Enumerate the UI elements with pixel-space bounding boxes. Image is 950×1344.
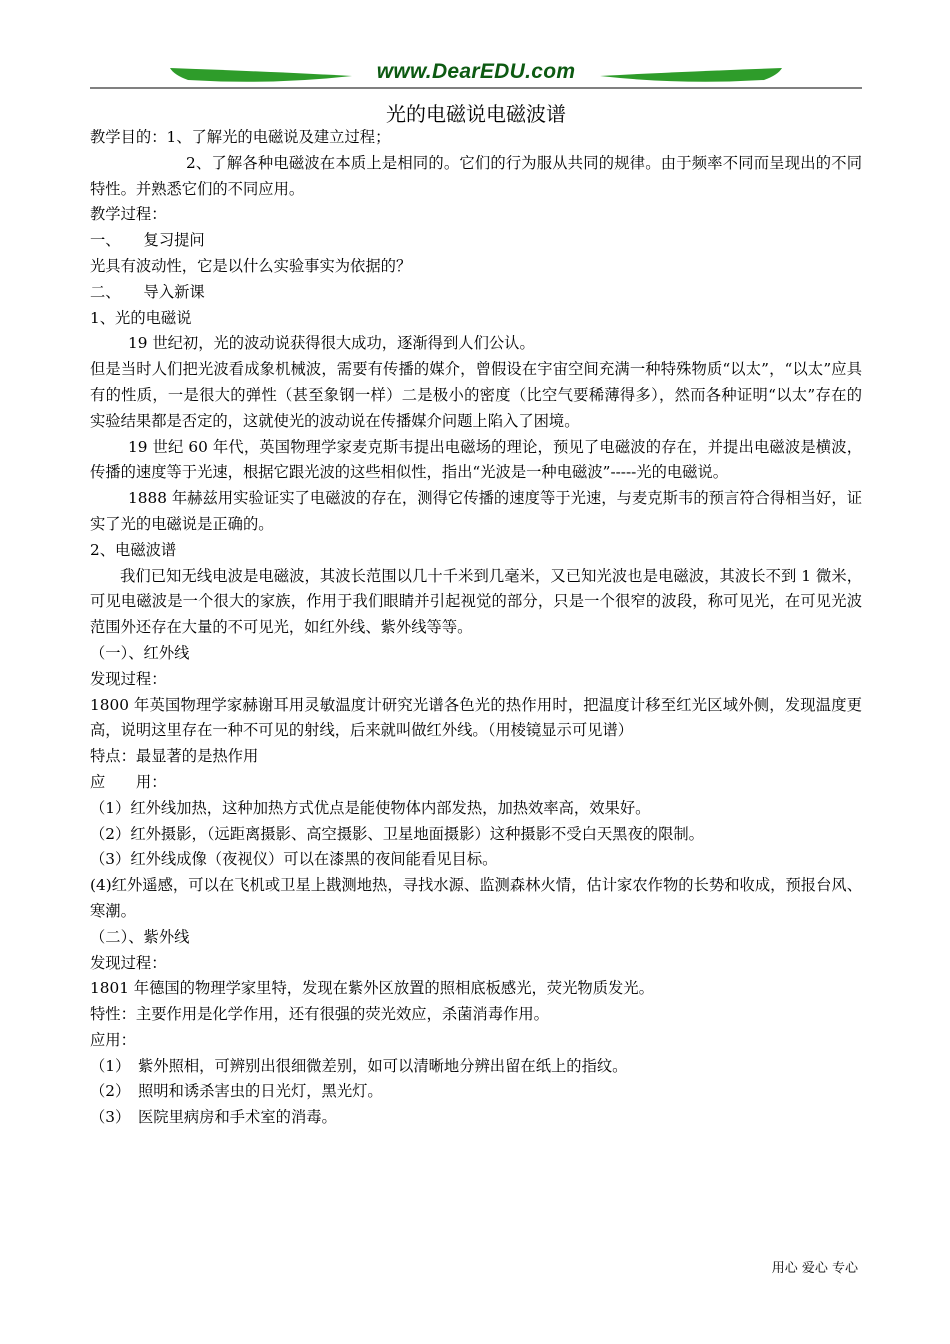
body-paragraph: 光具有波动性，它是以什么实验事实为依据的？ [90, 256, 412, 275]
list-item: （1） 紫外照相，可辨别出很细微差别，如可以清晰地分辨出留在纸上的指纹。 [90, 1056, 628, 1075]
list-item: （3）红外线成像（夜视仪）可以在漆黑的夜间能看见目标。 [90, 850, 498, 869]
section-heading: 2、电磁波谱 [90, 540, 177, 559]
body-paragraph: 19 世纪初，光的波动说获得很大成功，逐渐得到人们公认。 [128, 334, 535, 353]
body-paragraph: 特点：最显著的是热作用 [90, 747, 259, 766]
body-paragraph: 1888 年赫兹用实验证实了电磁波的存在，测得它传播的速度等于光速，与麦克斯韦的预言符合得相当好，证实了光的电磁说是正确的。 [90, 489, 862, 533]
objective-1: 教学目的：1、了解光的电磁说及建立过程； [90, 128, 391, 146]
body-paragraph: 但是当时人们把光波看成象机械波，需要有传播的媒介，曾假设在宇宙空间充满一种特殊物质“以太”，“以太”应具有的性质，一是很大的弹性（甚至象钢一样）二是极小的密度（比空气要稀薄得多），然而各种证明“以太”存在的实验结果都是否定的，这就使光的波动说在传播媒介问题上陷入了困境。 [90, 360, 862, 430]
list-item: （3） 医院里病房和手术室的消毒。 [90, 1108, 337, 1127]
site-logo: www.DearEDU.com [376, 60, 576, 83]
document-body [90, 125, 862, 1131]
section-heading: 应用： [90, 1030, 136, 1049]
site-header [90, 58, 862, 94]
section-heading: （二）、紫外线 [90, 927, 190, 946]
list-item: （2） 照明和诱杀害虫的日光灯，黑光灯。 [90, 1082, 383, 1101]
body-paragraph: 1800 年英国物理学家赫谢耳用灵敏温度计研究光谱各色光的热作用时，把温度计移至红光区域外侧，发现温度更高，说明这里存在一种不可见的射线，后来就叫做红外线。（用棱镜显示可见谱） [90, 695, 862, 740]
section-heading: 一、 复习提问 [90, 231, 205, 250]
list-item: (4)红外遥感，可以在飞机或卫星上戡测地热，寻找水源、监测森林火情，估计家农作物的长势和收成，预报台风、寒潮。 [90, 876, 862, 920]
body-paragraph: 1801 年德国的物理学家里特，发现在紫外区放置的照相底板感光，荧光物质发光。 [90, 979, 654, 998]
body-paragraph: 19 世纪 60 年代，英国物理学家麦克斯韦提出电磁场的理论，预见了电磁波的存在，并提出电磁波是横波，传播的速度等于光速，根据它跟光波的这些相似性，指出“光波是一种电磁波”-----光的电磁说。 [90, 437, 862, 482]
document-title: 光的电磁说电磁波谱 [386, 102, 566, 126]
section-heading: 教学过程： [90, 205, 167, 224]
list-item: （2）红外摄影，（远距离摄影、高空摄影、卫星地面摄影）这种摄影不受白天黑夜的限制。 [90, 824, 704, 843]
section-heading: 1、光的电磁说 [90, 308, 192, 327]
objective-2: 2、了解各种电磁波在本质上是相同的。它们的行为服从共同的规律。由于频率不同而呈现出的不同特性。并熟悉它们的不同应用。 [90, 153, 862, 198]
section-heading: 发现过程： [90, 669, 167, 688]
body-paragraph: 我们已知无线电波是电磁波，其波长范围以几十千米到几毫米，又已知光波也是电磁波，其波长不到 1 微米，可见电磁波是一个很大的家族，作用于我们眼睛并引起视觉的部分，只是一个很窄的波段，称可见光，在可见光波范围外还存在大量的不可见光，如红外线、紫外线等等。 [90, 566, 862, 637]
section-heading: 发现过程： [90, 953, 167, 972]
page-footer: 用心 爱心 专心 [771, 1261, 858, 1276]
section-heading: 应 用： [90, 772, 167, 791]
list-item: （1）红外线加热，这种加热方式优点是能使物体内部发热，加热效率高，效果好。 [90, 798, 651, 817]
section-heading: （一）、红外线 [90, 643, 190, 662]
body-paragraph: 特性：主要作用是化学作用，还有很强的荧光效应，杀菌消毒作用。 [90, 1005, 549, 1024]
section-heading: 二、 导入新课 [90, 282, 205, 301]
